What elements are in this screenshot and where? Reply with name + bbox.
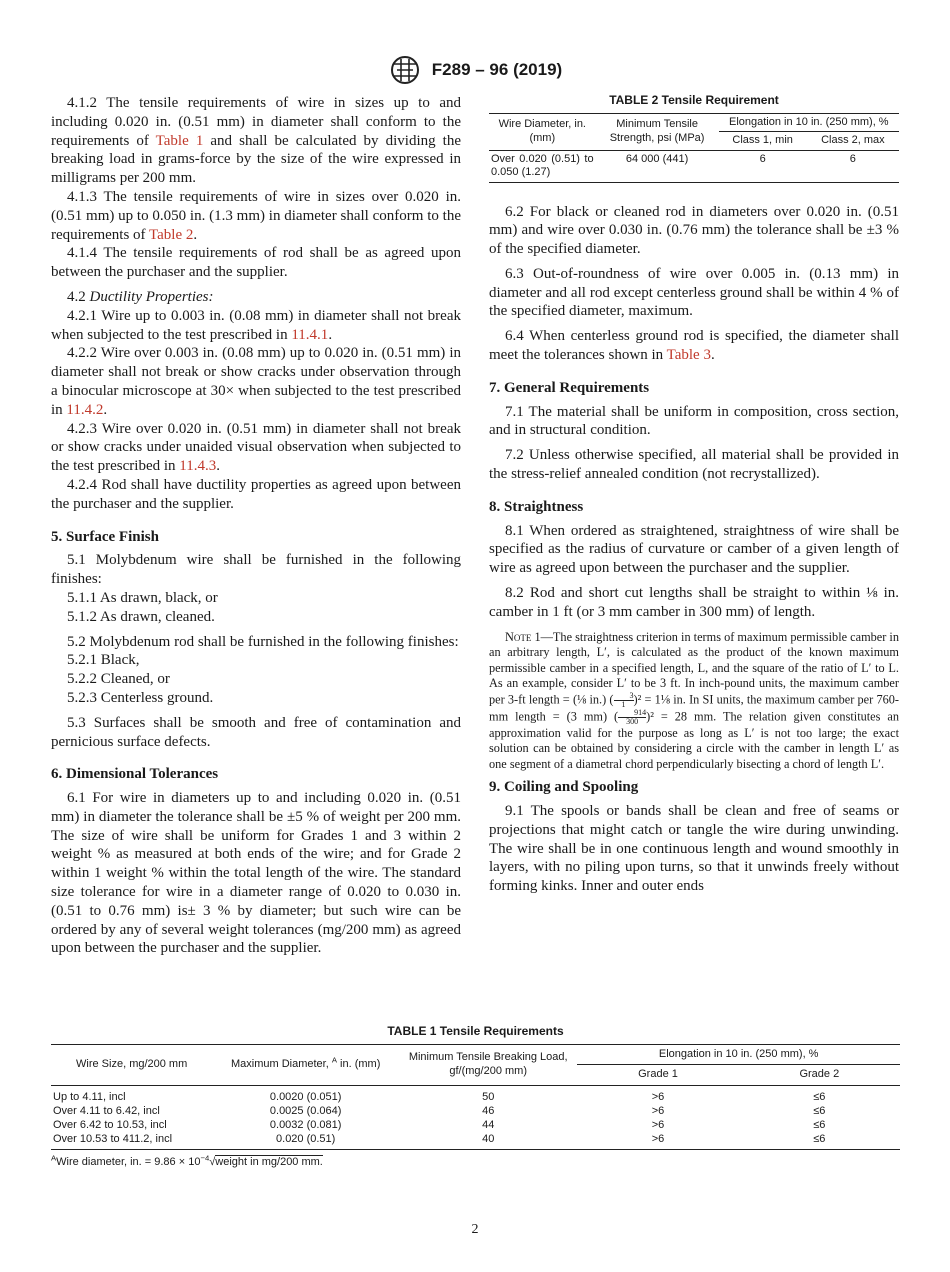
table-1-cell-size: Up to 4.11, incl bbox=[53, 1090, 126, 1103]
fraction-914-over-300: $\frac{914}{300}$ bbox=[618, 709, 646, 726]
table-row bbox=[51, 1104, 900, 1118]
table-2-cell-strength: 64 000 (441) bbox=[625, 152, 689, 165]
table-1-cell-grade-2: ≤6 bbox=[813, 1104, 826, 1117]
table-1-cell-load: 50 bbox=[482, 1090, 495, 1103]
table-1-cell-diameter: 0.0020 (0.051) bbox=[269, 1090, 342, 1103]
table-2-link[interactable]: Table 2 bbox=[149, 226, 194, 243]
table-2 bbox=[489, 94, 899, 183]
section-5-2-2: 5.2.2 Cleaned, or bbox=[67, 671, 170, 688]
note-1: Note 1—The straightness criterion in terms of maximum permissible camber in an arbitrary length, L′, is calculated as the product of the known maximum permissible camber in a specified length, L, and the square of the ratio of L′ to L. As an example, consider L′ to be 3 ft. In inch-pound units, the maximum camber per 3-ft length = (⅛ in.) ( $\frac{3}{1})^2$ = 1⅛ in. In SI units, the maximum camber per 760-mm length = (3 mm) ( $\frac{914}{300})^2 = 28$ mm. The relation given constitutes an approximation valid for the purpose as long as L′ is not too large; the exact solution can be obtained by considering a circle with the camber in length L′ as one segment of a diametral chord perpendicularly bisecting a chord of length L′. bbox=[489, 629, 899, 771]
section-6-1: 6.1 For wire in diameters up to and including 0.020 in. (0.51 mm) in diameter the tolerance shall be ±5 % of weight per 200 mm. The size of wire shall be uniform for Grades 1 and 3 within 2 weight % as measured at both ends of the wire; and for Grade 2 within 1 weight % within the total length of the wire. The standard size tolerance for wire in a diameter range of 0.020 to 0.030 in. (0.51 to 0.76 mm) is± 3 % by diameter; but such wire can be ordered by any of several weight tolerances (mg/200 mm) as agreed upon between the purchaser and the supplier. bbox=[51, 790, 461, 957]
section-7-1: 7.1 The material shall be uniform in composition, cross section, and in structural condition. bbox=[489, 403, 899, 439]
table-1-header-breaking-load: Minimum Tensile Breaking Load, gf/(mg/200 mm) bbox=[399, 1044, 577, 1085]
section-8-2: 8.2 Rod and short cut lengths shall be straight to within ⅛ in. camber in 1 ft (or 3 mm camber in 300 mm) of length. bbox=[489, 585, 899, 620]
section-5-2: 5.2 Molybdenum rod shall be furnished in the following finishes: bbox=[67, 633, 459, 650]
ref-11-4-1-link[interactable]: 11.4.1 bbox=[291, 326, 329, 343]
heading-surface-finish: 5. Surface Finish bbox=[51, 528, 159, 545]
section-4-2-2: 4.2.2 Wire over 0.003 in. (0.08 mm) up to 0.020 in. (0.51 mm) in diameter shall not break or show cracks under observation through a binocular microscope at 30× when subjected to the test prescribed in 11.4.2. bbox=[51, 345, 461, 418]
table-1-cell-diameter: 0.0025 (0.064) bbox=[269, 1104, 342, 1117]
table-2-cell-class-1: 6 bbox=[759, 152, 766, 165]
table-1-header-grade-1: Grade 1 bbox=[577, 1065, 738, 1086]
table-1-cell-load: 44 bbox=[482, 1118, 495, 1131]
table-row bbox=[489, 150, 899, 182]
astm-logo-icon bbox=[388, 55, 422, 85]
section-4-1-2: 4.1.2 The tensile requirements of wire in sizes up to and including 0.020 in. (0.51 mm) in diameter shall conform to the requirements of Table 1 and shall be calculated by dividing the breaking load in grams-force by the size of the wire expressed in milligrams per 200 mm. bbox=[51, 95, 462, 187]
section-7-2: 7.2 Unless otherwise specified, all material shall be provided in the stress-relief annealed condition (not recrystallized). bbox=[489, 447, 899, 483]
right-column bbox=[489, 94, 899, 896]
table-2-header-elongation: Elongation in 10 in. (250 mm), % bbox=[729, 115, 889, 128]
table-1-cell-grade-2: ≤6 bbox=[813, 1118, 826, 1131]
section-4-2-3: 4.2.3 Wire over 0.020 in. (0.51 mm) in diameter shall not break or show cracks under unaided visual observation when subjected to the test prescribed in 11.4.3. bbox=[51, 420, 461, 475]
table-2-cell-diameter: Over 0.020 (0.51) to 0.050 (1.27) bbox=[491, 152, 594, 178]
table-1-cell-size: Over 4.11 to 6.42, incl bbox=[53, 1104, 160, 1117]
table-1-cell-load: 40 bbox=[482, 1132, 495, 1145]
table-1-link[interactable]: Table 1 bbox=[155, 132, 204, 149]
table-1-cell-diameter: 0.0032 (0.081) bbox=[269, 1118, 342, 1131]
section-5-2-3: 5.2.3 Centerless ground. bbox=[67, 689, 214, 706]
table-1-cell-diameter: 0.020 (0.51) bbox=[276, 1132, 336, 1145]
section-4-2-4: 4.2.4 Rod shall have ductility properties as agreed upon between the purchaser and the supplier. bbox=[51, 476, 461, 512]
table-2-header-diameter: Wire Diameter, in. (mm) bbox=[489, 113, 596, 150]
section-6-3: 6.3 Out-of-roundness of wire over 0.005 in. (0.13 mm) in diameter and all rod except centerless ground shall be within 4 % of the specified diameter, maximum. bbox=[489, 265, 899, 320]
table-1-cell-grade-2: ≤6 bbox=[813, 1090, 826, 1103]
table-1-cell-load: 46 bbox=[482, 1104, 495, 1117]
section-6-2: 6.2 For black or cleaned rod in diameters over 0.020 in. (0.51 mm) and wire over 0.030 in. (0.76 mm) the tolerance shall be ±3 % of the specified diameter. bbox=[489, 203, 899, 258]
document-designation: F289 – 96 (2019) bbox=[431, 60, 563, 79]
section-5-1-1: 5.1.1 As drawn, black, or bbox=[67, 589, 218, 606]
left-column bbox=[51, 94, 461, 958]
table-1-cell-grade-1: >6 bbox=[651, 1118, 665, 1131]
table-1-cell-grade-2: ≤6 bbox=[813, 1132, 826, 1145]
ref-11-4-2-link[interactable]: 11.4.2 bbox=[66, 401, 104, 418]
table-2-header-class-2: Class 2, max bbox=[807, 132, 899, 151]
section-9-1: 9.1 The spools or bands shall be clean and free of seams or projections that might catch or tangle the wire during unwinding. The wire shall be in one continuous length and wound smoothly in layers, with no piling upon turns, so that it unwinds freely without forming kinks. Inner and outer ends bbox=[489, 802, 899, 895]
table-1-header-wire-size: Wire Size, mg/200 mm bbox=[51, 1044, 212, 1085]
table-1-header-elongation: Elongation in 10 in. (250 mm), % bbox=[658, 1047, 819, 1060]
page-number: 2 bbox=[471, 1222, 479, 1237]
fraction-3-over-1: $\frac{3}{1}$ bbox=[614, 692, 634, 709]
table-1-title: TABLE 1 Tensile Requirements bbox=[387, 1024, 564, 1038]
table-1-header-grade-2: Grade 2 bbox=[739, 1065, 900, 1086]
section-6-4: 6.4 When centerless ground rod is specified, the diameter shall meet the tolerances shown in Table 3. bbox=[489, 328, 899, 364]
table-row bbox=[51, 1085, 900, 1104]
section-5-1-2: 5.1.2 As drawn, cleaned. bbox=[67, 608, 215, 625]
heading-straightness: 8. Straightness bbox=[489, 498, 584, 515]
section-5-1: 5.1 Molybdenum wire shall be furnished in the following finishes: bbox=[51, 552, 461, 588]
table-2-header-class-1: Class 1, min bbox=[719, 132, 807, 151]
heading-coiling-spooling: 9. Coiling and Spooling bbox=[489, 779, 639, 796]
table-1-footnote: $^A$Wire diameter, in. = $9.86 \times 10^{-4}√weight$ in mg/200 mm. bbox=[51, 1152, 323, 1168]
table-2-title: TABLE 2 Tensile Requirement bbox=[609, 93, 779, 107]
table-1-header-max-diameter: Maximum Diameter, $^A$ in. (mm) bbox=[212, 1044, 399, 1085]
section-4-1-4: 4.1.4 The tensile requirements of rod shall be as agreed upon between the purchaser and the supplier. bbox=[51, 245, 461, 281]
ref-11-4-3-link[interactable]: 11.4.3 bbox=[179, 458, 217, 475]
table-1-cell-grade-1: >6 bbox=[651, 1132, 665, 1145]
table-row bbox=[51, 1132, 900, 1150]
table-2-header-strength: Minimum Tensile Strength, psi (MPa) bbox=[596, 113, 719, 150]
table-2-grid bbox=[489, 113, 899, 183]
section-5-2-1: 5.2.1 Black, bbox=[67, 652, 140, 669]
table-1-cell-size: Over 10.53 to 411.2, incl bbox=[53, 1132, 173, 1145]
section-4-2-1: 4.2.1 Wire up to 0.003 in. (0.08 mm) in diameter shall not break when subjected to the test prescribed in 11.4.1. bbox=[51, 307, 461, 343]
heading-dimensional-tolerances: 6. Dimensional Tolerances bbox=[51, 766, 219, 783]
table-1 bbox=[51, 1025, 900, 1169]
section-4-2: 4.2 Ductility Properties: bbox=[67, 288, 214, 305]
table-1-grid bbox=[51, 1044, 900, 1150]
table-1-cell-grade-1: >6 bbox=[651, 1104, 665, 1117]
table-2-cell-class-2: 6 bbox=[849, 152, 856, 165]
table-3-link[interactable]: Table 3 bbox=[666, 347, 711, 364]
table-1-cell-grade-1: >6 bbox=[651, 1090, 665, 1103]
table-row bbox=[51, 1118, 900, 1132]
section-8-1: 8.1 When ordered as straightened, straightness of wire shall be specified as the radius of curvature or camber of a given length of wire as agreed upon between the purchaser and the supplier. bbox=[489, 522, 899, 577]
heading-general-requirements: 7. General Requirements bbox=[489, 379, 650, 396]
table-1-cell-size: Over 6.42 to 10.53, incl bbox=[53, 1118, 167, 1131]
section-4-1-3: 4.1.3 The tensile requirements of wire in sizes over 0.020 in. (0.51 mm) up to 0.050 in. (1.3 mm) in diameter shall conform to the requirements of Table 2. bbox=[51, 188, 461, 243]
page-header bbox=[0, 55, 950, 85]
section-5-3: 5.3 Surfaces shall be smooth and free of contamination and pernicious surface defects. bbox=[51, 714, 461, 750]
